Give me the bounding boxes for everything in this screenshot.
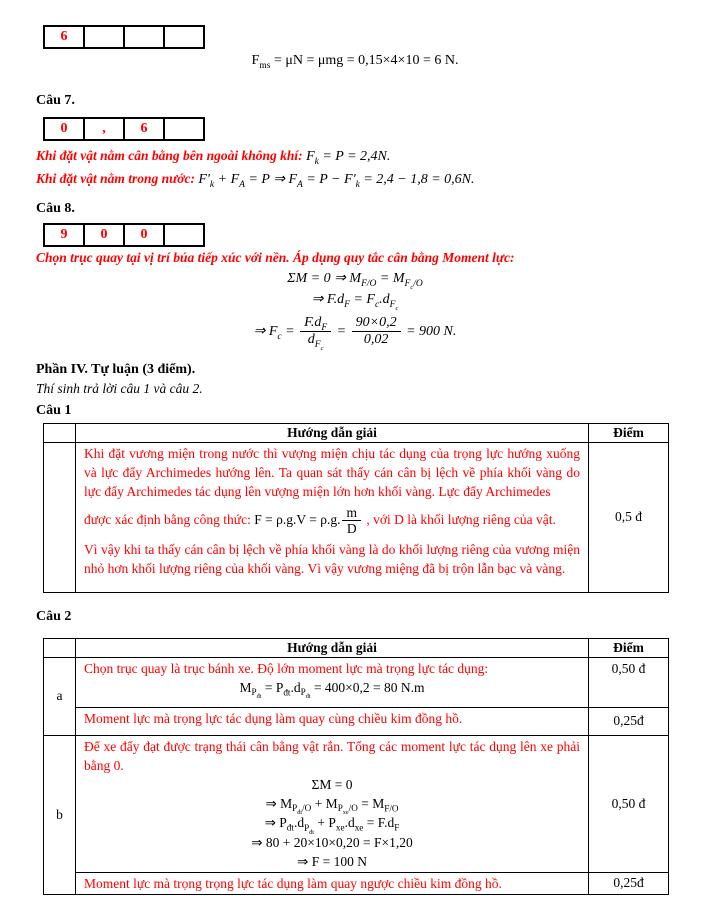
cau1-formula-line [84,501,580,540]
cau2-b2-text: Moment lực mà trọng trọng lực tác dụng làm quay ngược chiều kim đồng hồ. [84,875,502,891]
q7-line1-text: Khi đặt vật nằm cân bằng bên ngoài không khí: [36,148,307,163]
cau2-solution-table [43,638,669,895]
q7-solution-line2 [36,168,674,191]
cau1-header-points: Điểm [589,423,669,442]
cau2-a1-text: Chọn trục quay là trục bánh xe. Độ lớn moment lực mà trọng lực tác dụng: [84,660,489,676]
part4-heading: Phần IV. Tự luận (3 điểm). [36,361,196,377]
cau2-a1-points: 0,50 đ [589,657,669,707]
cau2-a1-solution-cell [76,657,589,707]
cau2-header-row [44,638,669,657]
q7-solution-line1 [36,145,674,168]
q7-heading: Câu 7. [36,93,75,108]
part4-subheading: Thí sinh trả lời câu 1 và câu 2. [36,380,203,396]
cau1-points-cell: 0,5 đ [589,442,669,592]
cau2-header-points: Điểm [589,638,669,657]
cau2-row-b1 [44,735,669,872]
q6-answer-cell [124,26,164,48]
q8-formula-2: ⇒ $F.d_F = F_c.d_{F_c}$ [311,292,399,312]
cau2-b1-points: 0,50 đ [589,735,669,872]
cau2-row-b2 [44,872,669,894]
cau1-header-empty [44,423,76,442]
cau1-header-row [44,423,669,442]
cau2-b1-text: Để xe đẩy đạt được trạng thái cân bằng vật rắn. Tổng các moment lực tác dụng lên xe phải bằng 0. [84,738,580,773]
cau1-formula-suffix: , với D là khối lượng riêng của vật. [362,511,556,527]
q8-answer-grid [43,223,205,247]
q8-heading: Câu 8. [36,201,75,216]
q7-answer-cell: 6 [124,118,164,140]
q6-answer-grid [43,25,205,49]
cau2-a2-text: Moment lực mà trọng lực tác dụng làm quay cùng chiều kim đồng hồ. [84,710,463,726]
cau2-a1-formula: $M_{P_{đt}} = P_{đt}.d_{P_{đt}} = 400\times 0,2 = 80$ N.m [239,679,425,701]
cau1-paragraph-2: Vì vậy khi ta thấy cán cân bị lệch về phía khối vàng là do khối lượng riêng của vương miện nhỏ hơn khối lượng riêng của khối vàng. Vì vậy vương miệng đã bị trộn lẫn bạc và vàng. [84,541,580,576]
cau2-row-a1 [44,657,669,707]
cau2-rowlabel-b: b [44,735,76,894]
cau2-row-a2 [44,707,669,735]
q6-answer-cell [84,26,124,48]
cau2-b1-formula-3: ⇒ $P_{đt}.d_{P_{đt}} + P_{xe}.d_{xe} = F.d_F$ [264,815,400,836]
cau2-b1-formula-5: ⇒ F = 100 N [297,853,367,869]
q8-answer-cell: 0 [84,224,124,246]
q7-line2-math: $F'_k + F_A = P$ ⇒ $F_A = P - F'_k = 2,4 - 1,8 = 0,6N$. [198,172,475,190]
q7-answer-cell [164,118,204,140]
q8-answer-cell: 9 [44,224,84,246]
q8-formula-1: ΣM = 0 ⇒ $M_{F/O} = M_{F_c/O}$ [287,271,423,291]
q7-answer-cell: , [84,118,124,140]
cau2-b2-points: 0,25đ [589,872,669,894]
cau2-a2-points: 0,25đ [589,707,669,735]
q8-formula-3: ⇒ $F_c$ = $\frac{F.d_F}{d_{F_c}}$ = $\frac{90\times 0,2}{0,02}$ = 900 N. [253,315,457,352]
cau2-a2-solution-cell [76,707,589,735]
cau1-paragraph-1: Khi đặt vương miện trong nước thì vượng miện chịu tác dụng của trọng lực hướng xuống và lực đẩy Archimedes hướng lên. Ta quan sát thấy cán cân bị lệch về phía khối vàng do lực đẩy Archimedes tác dụng lên vượng miện lớn hơn khối vàng. Lực đẩy Archimedes [84,445,580,499]
q8-solution-note: Chọn trục quay tại vị trí búa tiếp xúc với nền. Áp dụng quy tắc cân bằng Moment lực: [36,250,515,265]
q7-line1-math: $F_k = P = 2,4N$. [306,149,391,167]
cau2-header-solution: Hướng dẫn giải [76,638,589,657]
q7-answer-grid [43,117,205,141]
cau1-solution-cell [76,442,589,592]
cau2-header-empty [44,638,76,657]
cau2-b1-formula-1: ΣM = 0 [311,776,353,792]
cau2-b1-solution-cell [76,735,589,872]
cau1-content-row [44,442,669,592]
q7-line2-text: Khi đặt vật nằm trong nước: [36,171,199,186]
cau2-b2-solution-cell [76,872,589,894]
cau1-rowlabel-empty [44,442,76,592]
q8-answer-cell: 0 [124,224,164,246]
q6-formula: $F_{ms} = \mu N = \mu mg = 0,15\times 4\times 10 = 6$ N. [251,53,459,71]
cau1-formula-math: F = ρ.g.V = ρ.g. $\frac{m}{D}$ [254,512,363,527]
q6-answer-cell: 6 [44,26,84,48]
q8-answer-cell [164,224,204,246]
cau2-b1-formula-2: ⇒ $M_{P_{đt}/O} + M_{P_{xe}/O} = M_{F/O}$ [265,795,399,817]
q6-answer-cell [164,26,204,48]
cau1-solution-table [43,423,669,593]
cau2-heading: Câu 2 [36,608,72,624]
cau2-b1-formula-4: ⇒ 80 + 20×10×0,20 = F×1,20 [251,834,413,850]
q7-answer-cell: 0 [44,118,84,140]
cau1-heading: Câu 1 [36,402,72,418]
cau1-header-solution: Hướng dẫn giải [76,423,589,442]
cau2-rowlabel-a: a [44,657,76,735]
cau1-formula-prefix: được xác định bằng công thức: [84,511,255,527]
